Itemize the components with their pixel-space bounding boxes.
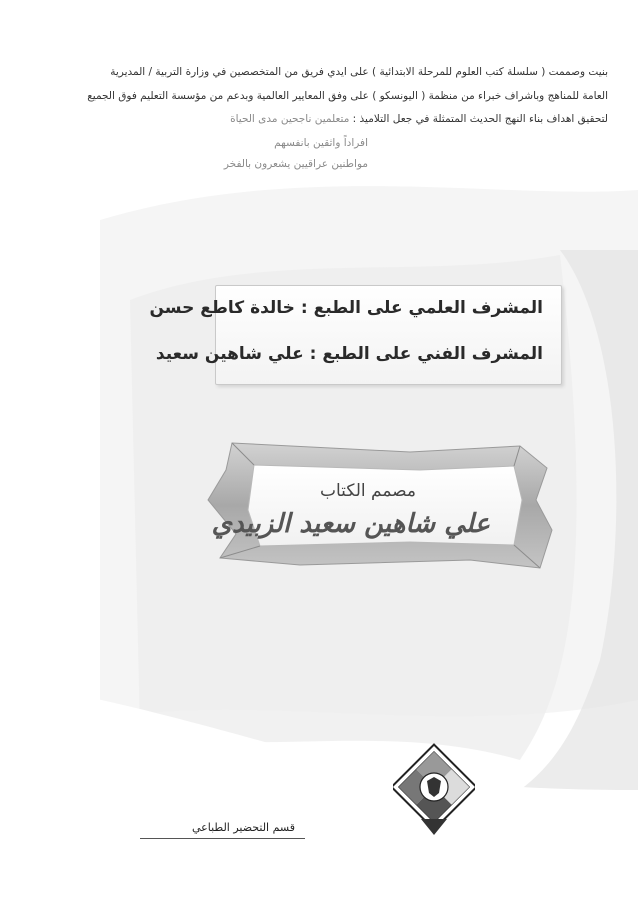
- artistic-supervisor: [156, 344, 543, 364]
- department-label: قسم التحضير الطباعي: [192, 821, 295, 834]
- intro-line-1: بنيت وصممت ( سلسلة كتب العلوم للمرحلة الابتدائية ) على ايدي فريق من المتخصصين في وزارة التربية / المديرية: [110, 66, 608, 78]
- designer-banner: [208, 443, 552, 568]
- department-underline: [140, 838, 305, 839]
- scientific-supervisor-label: المشرف العلمي على الطبع :: [300, 298, 543, 318]
- aim-item: مواطنين عراقيين يشعرون بالفخر: [223, 158, 368, 170]
- designer-name: علي شاهين سعيد الزبيدي: [211, 509, 490, 539]
- intro-goal-lead: لتحقيق اهداف بناء النهج الحديث المتمثلة في جعل التلاميذ :: [352, 113, 608, 125]
- ministry-seal-icon: [393, 737, 475, 857]
- artistic-supervisor-name: علي شاهين سعيد: [155, 344, 304, 364]
- intro-line-2: العامة للمناهج وباشراف خبراء من منظمة ( اليونسكو ) على وفق المعايير العالمية وبدعم من مؤسسة التعليم فوق الجميع: [87, 90, 608, 102]
- supervisors-panel: [149, 285, 562, 385]
- aim-item: متعلمين ناجحين مدى الحياة: [230, 113, 350, 125]
- aim-item: افراداً واثقين بانفسهم: [274, 137, 368, 149]
- scientific-supervisor-name: خالدة كاطع حسن: [149, 298, 295, 318]
- designer-label: مصمم الكتاب: [320, 481, 416, 501]
- scientific-supervisor: [149, 298, 543, 318]
- artistic-supervisor-label: المشرف الفني على الطبع :: [309, 344, 543, 364]
